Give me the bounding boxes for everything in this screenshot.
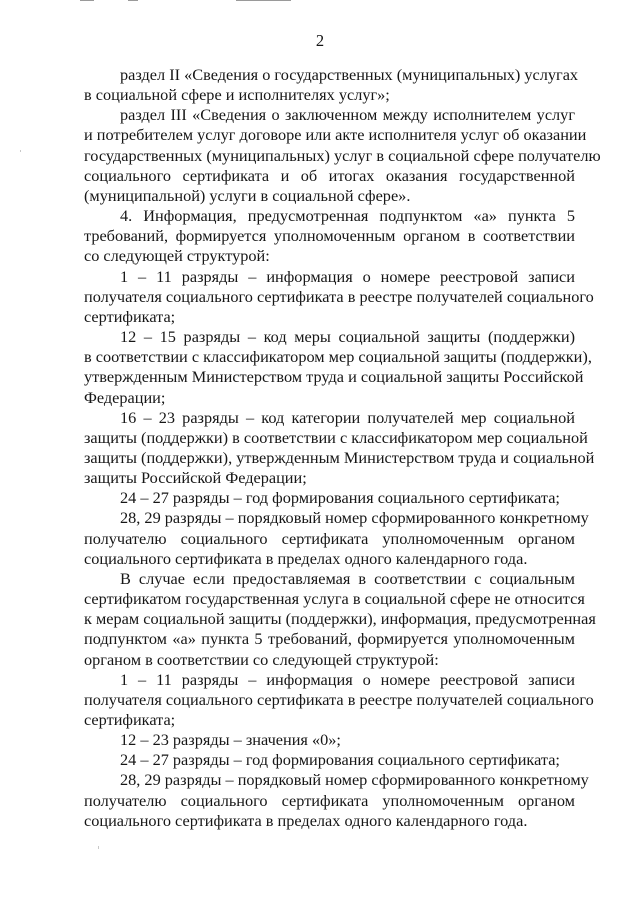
text-line: в социальной сфере и исполнителях услуг»;	[84, 85, 390, 105]
text-line: социального сертификата в пределах одного календарного года.	[84, 548, 528, 568]
text-line: защиты Российской Федерации;	[84, 468, 307, 488]
text-line: социального сертификата в пределах одного календарного года.	[84, 810, 528, 830]
text-line: (муниципальной) услуги в социальной сфере».	[84, 185, 411, 205]
text-line: утвержденным Министерством труда и социальной защиты Российской	[84, 367, 584, 387]
paragraph	[84, 770, 589, 830]
page-number: 2	[315, 31, 325, 50]
text-line: государственных (муниципальных) услуг в социальной сфере получателю	[84, 145, 601, 165]
paragraph	[84, 206, 575, 266]
text-line: 28, 29 разряды – порядковый номер сформированного конкретному	[120, 508, 589, 528]
text-line: и потребителем услуг договоре или акте исполнителя услуг об оказании	[84, 125, 587, 145]
text-line: 12 – 23 разряды – значения «0»;	[120, 730, 341, 750]
text-line: 4. Информация, предусмотренная подпунктом «а» пункта 5	[120, 206, 575, 226]
text-line: раздел II «Сведения о государственных (муниципальных) услугах	[120, 65, 579, 84]
paragraph	[84, 65, 579, 105]
text-line: 24 – 27 разряды – год формирования социального сертификата;	[120, 488, 560, 508]
text-line: сертификатом государственная услуга в социальной сфере не относится	[84, 589, 585, 609]
text-line: со следующей структурой:	[84, 246, 270, 266]
paragraph	[84, 327, 592, 408]
paragraph	[84, 568, 596, 670]
text-line: 24 – 27 разряды – год формирования социального сертификата;	[120, 750, 560, 770]
text-line: 12 – 15 разряды – код меры социальной защиты (поддержки)	[120, 327, 575, 347]
text-line: органом в соответствии со следующей структурой:	[84, 649, 439, 669]
paragraph	[84, 488, 575, 508]
paragraph	[84, 750, 575, 770]
text-line: подпунктом «а» пункта 5 требований, формируется уполномоченным	[84, 629, 575, 649]
paragraph	[84, 730, 575, 750]
text-line: 28, 29 разряды – порядковый номер сформированного конкретному	[120, 770, 589, 790]
text-line: 16 – 23 разряды – код категории получателей мер социальной	[120, 407, 575, 427]
text-line: В случае если предоставляемая в соответствии с социальным	[120, 568, 575, 588]
text-line: получателю социального сертификата уполномоченным органом	[84, 790, 575, 810]
paragraph	[84, 105, 601, 206]
text-line: раздел III «Сведения о заключенном между исполнителем услуг	[120, 105, 575, 125]
scan-edge-mark	[236, 0, 291, 1]
text-line: 1 – 11 разряды – информация о номере реестровой записи	[120, 266, 575, 286]
document-body	[84, 65, 601, 831]
text-line: получателя социального сертификата в реестре получателей социального	[84, 286, 594, 306]
text-line: сертификата;	[84, 710, 176, 729]
text-line: защиты (поддержки), утвержденным Министерством труда и социальной	[84, 447, 595, 467]
paragraph	[84, 669, 594, 730]
scan-speck	[98, 846, 99, 849]
scan-edge-mark	[128, 0, 138, 1]
paragraph	[84, 407, 595, 489]
text-line: 1 – 11 разряды – информация о номере реестровой записи	[120, 669, 575, 689]
text-line: в соответствии с классификатором мер социальной защиты (поддержки),	[84, 347, 592, 367]
text-line: к мерам социальной защиты (поддержки), информация, предусмотренная	[84, 609, 596, 629]
text-line: Федерации;	[84, 387, 166, 407]
paragraph	[84, 508, 589, 568]
scan-edge-mark	[80, 0, 94, 1]
paragraph	[84, 266, 594, 327]
text-line: социального сертификата и об итогах оказания государственной	[84, 165, 575, 185]
text-line: получателю социального сертификата уполномоченным органом	[84, 528, 575, 548]
text-line: защиты (поддержки) в соответствии с классификатором мер социальной	[84, 427, 588, 447]
scan-speck	[20, 150, 21, 152]
text-line: сертификата;	[84, 306, 176, 326]
text-line: требований, формируется уполномоченным органом в соответствии	[84, 226, 575, 246]
text-line: получателя социального сертификата в реестре получателей социального	[84, 689, 594, 709]
